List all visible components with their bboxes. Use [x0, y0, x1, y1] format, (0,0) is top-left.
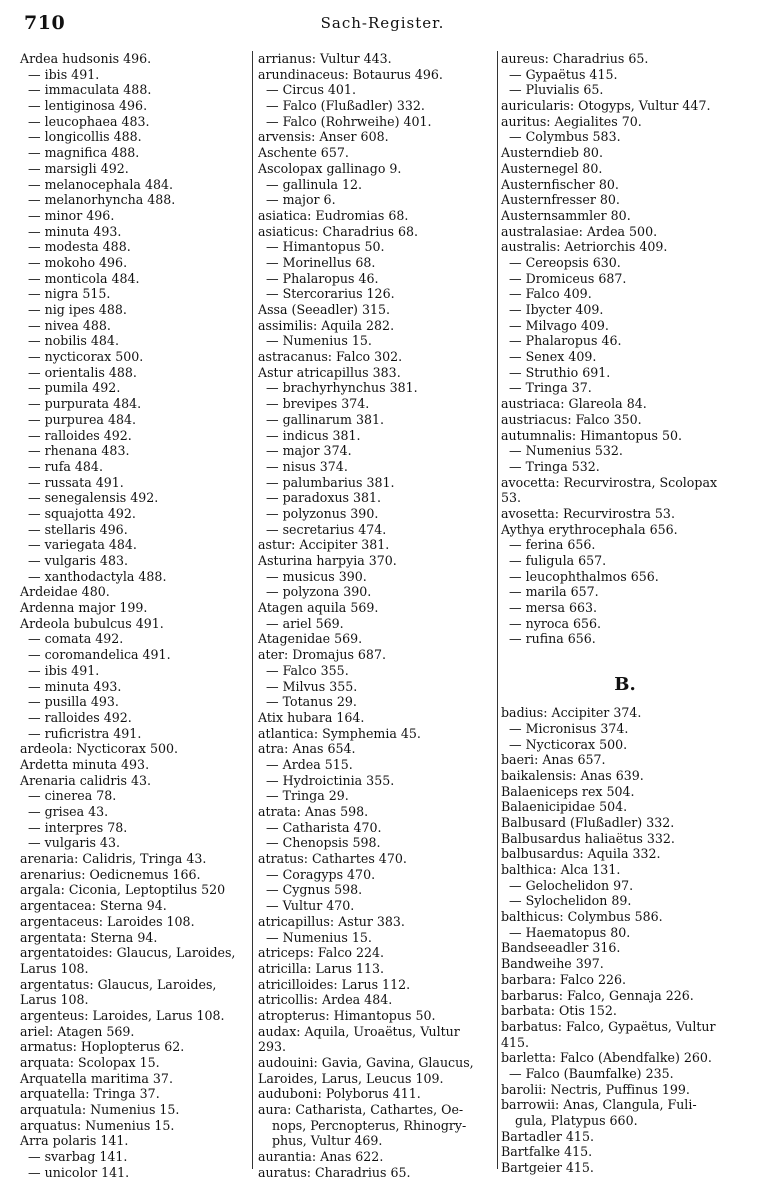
- index-entry: Bandweihe 397.: [501, 956, 604, 972]
- index-entry: Atagenidae 569.: [258, 631, 363, 647]
- index-entry: — senegalensis 492.: [28, 490, 159, 506]
- index-entry: — rhenana 483.: [28, 443, 130, 459]
- column-rule-left: [252, 51, 253, 1169]
- index-entry: atropterus: Himantopus 50.: [258, 1007, 436, 1023]
- index-entry: — Gelochelidon 97.: [509, 877, 634, 893]
- index-entry: — indicus 381.: [266, 427, 361, 443]
- index-entry: Balaenicipidae 504.: [501, 799, 628, 815]
- index-entry: Arra polaris 141.: [20, 1133, 129, 1149]
- index-entry: Atagen aquila 569.: [258, 600, 379, 616]
- index-entry: — melanocephala 484.: [28, 176, 173, 192]
- index-entry: — Nycticorax 500.: [509, 736, 628, 752]
- index-entry: — mokoho 496.: [28, 254, 128, 270]
- index-entry: — Falco (Flußadler) 332.: [266, 98, 425, 114]
- index-entry: avosetta: Recurvirostra 53.: [501, 505, 675, 521]
- index-entry: — palumbarius 381.: [266, 474, 395, 490]
- index-entry: — nig ipes 488.: [28, 302, 127, 317]
- index-entry: asiaticus: Charadrius 68.: [258, 223, 418, 239]
- index-entry: — nigra 515.: [28, 286, 111, 302]
- index-entry: balthicus: Colymbus 586.: [501, 909, 663, 925]
- index-entry: barbarus: Falco, Gennaja 226.: [501, 987, 694, 1003]
- index-entry: Arenaria calidris 43.: [20, 772, 151, 788]
- index-entry: — Circus 401.: [266, 82, 356, 98]
- index-entry: arenarius: Oedicnemus 166.: [20, 866, 201, 882]
- index-entry: — mersa 663.: [509, 600, 598, 616]
- index-entry: — stellaris 496.: [28, 521, 128, 537]
- index-entry: — Pluvialis 65.: [509, 82, 604, 98]
- index-entry: Ascolopax gallinago 9.: [258, 160, 402, 176]
- index-entry: asiatica: Eudromias 68.: [258, 207, 409, 223]
- index-column-3b: [501, 705, 749, 1176]
- index-entry: Balbusard (Flußadler) 332.: [501, 814, 675, 830]
- index-entry: — minor 496.: [28, 207, 115, 223]
- index-entry: Ardeidae 480.: [20, 584, 110, 600]
- index-entry: — cinerea 78.: [28, 788, 117, 804]
- index-entry: — major 374.: [266, 443, 352, 459]
- index-entry: nops, Percnopterus, Rhinogry-: [272, 1117, 467, 1133]
- page-number: 710: [24, 12, 66, 34]
- index-entry: — Falco 355.: [266, 662, 349, 678]
- index-entry: — Tringa 29.: [266, 788, 349, 804]
- index-entry: — Morinellus 68.: [266, 254, 376, 270]
- index-entry: — longicollis 488.: [28, 129, 142, 145]
- index-entry: — Hydroictinia 355.: [266, 772, 395, 788]
- index-entry: auricularis: Otogyps, Vultur 447.: [501, 98, 711, 114]
- index-column-2: [258, 51, 498, 1181]
- index-entry: — Numenius 15.: [266, 333, 372, 349]
- index-entry: — Milvago 409.: [509, 317, 609, 333]
- index-entry: aurantia: Anas 622.: [258, 1149, 384, 1165]
- index-entry: argentacea: Sterna 94.: [20, 898, 167, 914]
- index-entry: — rufa 484.: [28, 458, 103, 474]
- index-entry: — polyzonus 390.: [266, 505, 379, 521]
- index-entry: — Falco 409.: [509, 286, 592, 302]
- index-entry: autumnalis: Himantopus 50.: [501, 427, 682, 443]
- index-entry: — Tringa 37.: [509, 380, 592, 396]
- index-entry: atrata: Anas 598.: [258, 804, 369, 819]
- index-entry: — polyzona 390.: [266, 584, 372, 600]
- index-entry: auratus: Charadrius 65.: [258, 1164, 411, 1180]
- index-entry: australis: Aetriorchis 409.: [501, 239, 668, 255]
- index-entry: barbata: Otis 152.: [501, 1003, 617, 1019]
- index-entry: — comata 492.: [28, 631, 124, 647]
- index-entry: Aschente 657.: [258, 145, 349, 161]
- index-entry: Austernsammler 80.: [501, 207, 631, 223]
- index-entry: argenteus: Laroides, Larus 108.: [20, 1007, 225, 1023]
- index-entry: — immaculata 488.: [28, 82, 152, 98]
- index-entry: avocetta: Recurvirostra, Scolopax: [501, 474, 718, 490]
- index-entry: — interpres 78.: [28, 819, 128, 835]
- index-entry: — Numenius 15.: [266, 929, 372, 945]
- index-entry: atlantica: Symphemia 45.: [258, 725, 421, 741]
- index-entry: — ariel 569.: [266, 615, 344, 631]
- index-entry: Austernfischer 80.: [501, 176, 619, 192]
- index-entry: — Numenius 532.: [509, 443, 623, 459]
- index-entry: — ralloides 492.: [28, 709, 132, 725]
- index-entry: — nycticorax 500.: [28, 349, 144, 365]
- index-entry: — grisea 43.: [28, 804, 109, 819]
- index-entry: — Sylochelidon 89.: [509, 893, 632, 909]
- index-entry: — lentiginosa 496.: [28, 98, 148, 114]
- index-entry: ariel: Atagen 569.: [20, 1023, 135, 1039]
- index-entry: ater: Dromajus 687.: [258, 647, 386, 663]
- index-entry: auduboni: Polyborus 411.: [258, 1086, 421, 1102]
- index-entry: — brevipes 374.: [266, 396, 370, 412]
- running-head: Sach-Register.: [320, 14, 445, 32]
- index-entry: baikalensis: Anas 639.: [501, 767, 644, 783]
- index-entry: — leucophaea 483.: [28, 113, 150, 129]
- index-entry: Laroides, Larus, Leucus 109.: [258, 1070, 444, 1086]
- index-entry: — ibis 491.: [28, 662, 100, 678]
- index-entry: — Himantopus 50.: [266, 239, 385, 255]
- index-entry: — purpurea 484.: [28, 411, 136, 427]
- index-entry: Astur atricapillus 383.: [258, 364, 401, 380]
- index-entry: — musicus 390.: [266, 568, 367, 584]
- index-entry: Bartgeier 415.: [501, 1160, 594, 1176]
- index-entry: argentata: Sterna 94.: [20, 929, 158, 945]
- index-entry: Ardetta minuta 493.: [20, 756, 150, 772]
- index-entry: arquatula: Numenius 15.: [20, 1102, 180, 1118]
- index-entry: — Ardea 515.: [266, 756, 353, 772]
- index-entry: — squajotta 492.: [28, 505, 136, 521]
- index-entry: — Milvus 355.: [266, 678, 358, 694]
- index-entry: — minuta 493.: [28, 678, 122, 694]
- index-entry: argentaceus: Laroides 108.: [20, 913, 195, 929]
- index-entry: argala: Ciconia, Leptoptilus 520: [20, 882, 226, 898]
- index-entry: — monticola 484.: [28, 270, 140, 286]
- index-entry: — variegata 484.: [28, 537, 137, 553]
- index-entry: — leucophthalmos 656.: [509, 568, 659, 584]
- index-entry: Aythya erythrocephala 656.: [501, 521, 678, 537]
- index-entry: australasiae: Ardea 500.: [501, 223, 658, 239]
- index-entry: — gallinarum 381.: [266, 411, 384, 427]
- index-entry: — Tringa 532.: [509, 458, 600, 474]
- index-entry: — Chenopsis 598.: [266, 835, 381, 851]
- index-entry: — marsigli 492.: [28, 160, 129, 176]
- index-entry: — orientalis 488.: [28, 364, 137, 380]
- index-entry: — Senex 409.: [509, 349, 597, 365]
- index-entry: — gallinula 12.: [266, 176, 363, 192]
- index-entry: — Stercorarius 126.: [266, 286, 395, 302]
- index-entry: — Phalaropus 46.: [266, 270, 379, 286]
- index-entry: aura: Catharista, Cathartes, Oe-: [258, 1102, 464, 1118]
- index-entry: 53.: [501, 490, 522, 506]
- index-entry: — purpurata 484.: [28, 396, 142, 412]
- index-entry: — modesta 488.: [28, 239, 131, 255]
- index-entry: — Struthio 691.: [509, 364, 611, 380]
- index-entry: — svarbag 141.: [28, 1149, 128, 1165]
- index-entry: — minuta 493.: [28, 223, 122, 239]
- index-entry: — paradoxus 381.: [266, 490, 382, 506]
- index-entry: arquatella: Tringa 37.: [20, 1086, 160, 1102]
- index-entry: — russata 491.: [28, 474, 124, 490]
- index-entry: — brachyrhynchus 381.: [266, 380, 418, 396]
- index-entry: — Catharista 470.: [266, 819, 382, 835]
- index-entry: Assa (Seeadler) 315.: [258, 302, 391, 317]
- index-entry: balbusardus: Aquila 332.: [501, 846, 661, 862]
- index-entry: atra: Anas 654.: [258, 741, 356, 757]
- index-entry: Bandseeadler 316.: [501, 940, 621, 956]
- index-entry: arrianus: Vultur 443.: [258, 51, 392, 66]
- index-entry: baeri: Anas 657.: [501, 752, 606, 768]
- index-column-3a: [501, 51, 749, 647]
- index-entry: assimilis: Aquila 282.: [258, 317, 395, 333]
- index-entry: — Dromiceus 687.: [509, 270, 627, 286]
- index-entry: 293.: [258, 1039, 287, 1055]
- index-entry: Austerndieb 80.: [501, 145, 603, 161]
- index-entry: Ardeola bubulcus 491.: [20, 615, 164, 631]
- index-entry: Larus 108.: [20, 992, 89, 1008]
- index-entry: Bartfalke 415.: [501, 1144, 593, 1160]
- index-entry: — nivea 488.: [28, 317, 111, 333]
- index-entry: auritus: Aegialites 70.: [501, 113, 642, 129]
- index-entry: Balbusardus haliaëtus 332.: [501, 830, 675, 846]
- index-entry: balthica: Alca 131.: [501, 862, 621, 877]
- index-entry: barletta: Falco (Abendfalke) 260.: [501, 1050, 712, 1066]
- index-entry: — rufina 656.: [509, 631, 596, 647]
- index-entry: audax: Aquila, Uroaëtus, Vultur: [258, 1023, 460, 1039]
- index-entry: austriaca: Glareola 84.: [501, 396, 647, 412]
- index-entry: — ibis 491.: [28, 66, 100, 82]
- index-entry: barrowii: Anas, Clangula, Fuli-: [501, 1097, 697, 1113]
- index-entry: Ardenna major 199.: [20, 600, 148, 616]
- index-entry: — ralloides 492.: [28, 427, 132, 443]
- index-entry: — Haematopus 80.: [509, 924, 631, 940]
- index-entry: Balaeniceps rex 504.: [501, 783, 635, 799]
- index-entry: Ardea hudsonis 496.: [20, 51, 152, 66]
- index-entry: — nyroca 656.: [509, 615, 602, 631]
- index-entry: Austernfresser 80.: [501, 192, 620, 208]
- index-entry: Larus 108.: [20, 960, 89, 976]
- index-entry: — fuligula 657.: [509, 553, 607, 568]
- index-entry: — Vultur 470.: [266, 898, 355, 914]
- index-entry: — pumila 492.: [28, 380, 121, 396]
- index-entry: — Coragyps 470.: [266, 866, 376, 882]
- index-entry: — secretarius 474.: [266, 521, 387, 537]
- index-entry: arquatus: Numenius 15.: [20, 1117, 175, 1133]
- index-entry: — Falco (Rohrweihe) 401.: [266, 113, 432, 129]
- index-entry: — Gypaëtus 415.: [509, 66, 618, 82]
- index-entry: — coromandelica 491.: [28, 647, 171, 663]
- index-entry: — melanorhyncha 488.: [28, 192, 176, 208]
- index-entry: atricapillus: Astur 383.: [258, 913, 405, 929]
- index-entry: Bartadler 415.: [501, 1128, 594, 1144]
- index-entry: — ruficristra 491.: [28, 725, 142, 741]
- index-entry: — Cereopsis 630.: [509, 254, 621, 270]
- index-entry: barolii: Nectris, Puffinus 199.: [501, 1081, 690, 1097]
- index-entry: aureus: Charadrius 65.: [501, 51, 649, 66]
- index-entry: — nobilis 484.: [28, 333, 119, 349]
- index-column-1: [20, 51, 248, 1181]
- index-column-3: [501, 51, 749, 1176]
- index-entry: armatus: Hoplopterus 62.: [20, 1039, 185, 1055]
- index-entry: austriacus: Falco 350.: [501, 411, 642, 427]
- index-entry: — pusilla 493.: [28, 694, 119, 710]
- index-entry: — vulgaris 43.: [28, 835, 120, 851]
- section-gap: [501, 647, 749, 665]
- index-entry: badius: Accipiter 374.: [501, 705, 642, 721]
- index-entry: atricilla: Larus 113.: [258, 960, 385, 976]
- index-entry: — Micronisus 374.: [509, 720, 629, 736]
- index-entry: — major 6.: [266, 192, 336, 208]
- index-entry: barbara: Falco 226.: [501, 971, 627, 987]
- index-entry: — Falco (Baumfalke) 235.: [509, 1065, 674, 1081]
- index-entry: arvensis: Anser 608.: [258, 129, 389, 145]
- index-entry: atriceps: Falco 224.: [258, 945, 384, 961]
- index-entry: Austernegel 80.: [501, 160, 603, 176]
- index-entry: — magnifica 488.: [28, 145, 140, 161]
- index-entry: — marila 657.: [509, 584, 599, 600]
- index-entry: barbatus: Falco, Gypaëtus, Vultur: [501, 1018, 716, 1034]
- index-entry: astur: Accipiter 381.: [258, 537, 390, 553]
- index-entry: — Cygnus 598.: [266, 882, 363, 898]
- index-entry: phus, Vultur 469.: [272, 1133, 383, 1149]
- index-entry: atricilloides: Larus 112.: [258, 976, 411, 992]
- index-entry: audouini: Gavia, Gavina, Glaucus,: [258, 1055, 474, 1070]
- index-entry: Arquatella maritima 37.: [20, 1070, 173, 1086]
- index-entry: 415.: [501, 1034, 530, 1050]
- index-entry: arquata: Scolopax 15.: [20, 1055, 160, 1070]
- index-entry: — xanthodactyla 488.: [28, 568, 167, 584]
- index-entry: atricollis: Ardea 484.: [258, 992, 393, 1008]
- index-entry: — Ibycter 409.: [509, 302, 604, 317]
- index-entry: — unicolor 141.: [28, 1164, 130, 1180]
- index-entry: arundinaceus: Botaurus 496.: [258, 66, 443, 82]
- index-entry: Asturina harpyia 370.: [258, 553, 397, 568]
- index-entry: — Totanus 29.: [266, 694, 357, 710]
- index-entry: astracanus: Falco 302.: [258, 349, 403, 365]
- index-entry: — vulgaris 483.: [28, 553, 128, 568]
- index-entry: argentatoides: Glaucus, Laroides,: [20, 945, 236, 961]
- index-entry: — Colymbus 583.: [509, 129, 621, 145]
- index-entry: — Phalaropus 46.: [509, 333, 622, 349]
- index-entry: atratus: Cathartes 470.: [258, 851, 407, 867]
- index-entry: ardeola: Nycticorax 500.: [20, 741, 178, 757]
- index-entry: — ferina 656.: [509, 537, 596, 553]
- index-entry: — nisus 374.: [266, 458, 348, 474]
- index-entry: argentatus: Glaucus, Laroides,: [20, 976, 217, 992]
- index-entry: Atix hubara 164.: [258, 709, 365, 725]
- section-letter-b: B.: [614, 674, 636, 696]
- index-entry: gula, Platypus 660.: [515, 1113, 638, 1128]
- index-entry: arenaria: Calidris, Tringa 43.: [20, 851, 207, 867]
